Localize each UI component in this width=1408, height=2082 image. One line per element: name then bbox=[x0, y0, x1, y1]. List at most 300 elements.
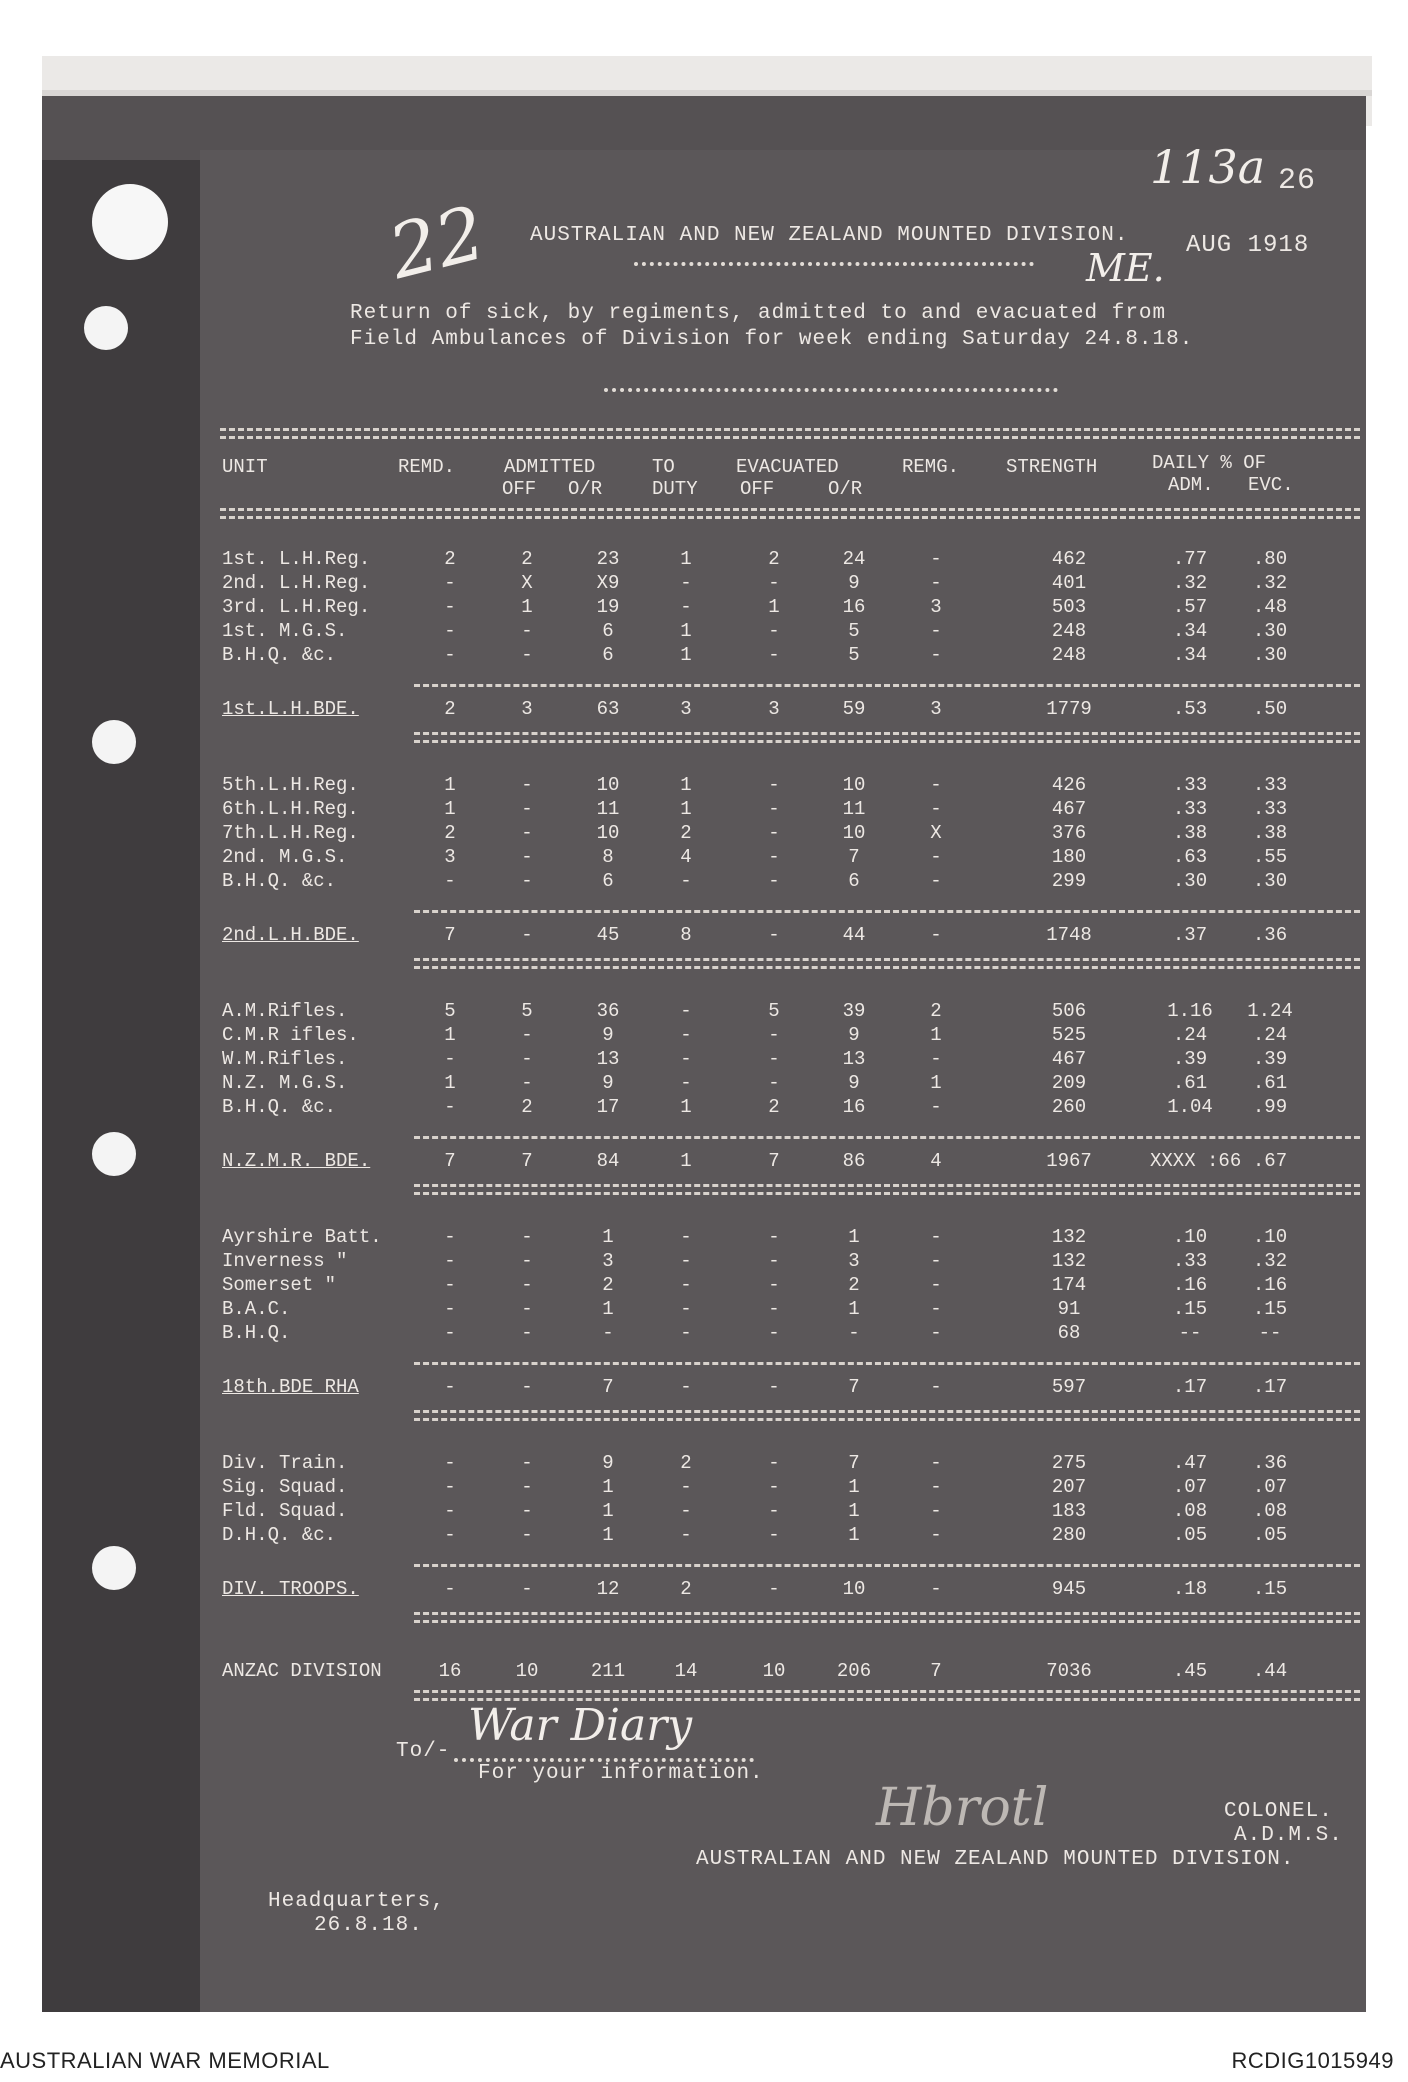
cell-adm: .05 bbox=[1172, 1524, 1208, 1546]
cell-remg: 7 bbox=[930, 1660, 942, 1682]
cell-evc: .32 bbox=[1252, 1250, 1288, 1272]
cell-evc: .80 bbox=[1252, 548, 1288, 570]
cell-duty: 8 bbox=[680, 924, 692, 946]
cell-adm-off: - bbox=[521, 924, 533, 946]
cell-duty: 1 bbox=[680, 774, 692, 796]
cell-adm-or: 6 bbox=[602, 870, 614, 892]
cell-unit: B.A.C. bbox=[222, 1298, 291, 1320]
cell-duty: - bbox=[680, 1072, 692, 1094]
cell-evac-off: - bbox=[768, 1024, 780, 1046]
cell-evc: .10 bbox=[1252, 1226, 1288, 1248]
cell-duty: 14 bbox=[674, 1660, 698, 1682]
cell-duty: - bbox=[680, 1226, 692, 1248]
cell-duty: 1 bbox=[680, 1096, 692, 1118]
cell-adm-or: 12 bbox=[596, 1578, 620, 1600]
cell-adm-off: - bbox=[521, 1322, 533, 1344]
cell-remd: - bbox=[444, 1578, 456, 1600]
cell-adm-off: - bbox=[521, 1250, 533, 1272]
cell-evac-off: - bbox=[768, 1476, 780, 1498]
cell-evac-or: 10 bbox=[842, 822, 866, 844]
cell-evc: -- bbox=[1258, 1322, 1282, 1344]
cell-adm-off: - bbox=[521, 774, 533, 796]
column-header-evacuated-off: OFF bbox=[740, 478, 775, 500]
cell-remg: - bbox=[930, 1048, 942, 1070]
cell-adm: .61 bbox=[1172, 1072, 1208, 1094]
cell-remg: - bbox=[930, 572, 942, 594]
subtotal-rule bbox=[414, 740, 1360, 743]
cell-remd: 2 bbox=[444, 822, 456, 844]
cell-adm-off: - bbox=[521, 644, 533, 666]
cell-evac-or: 1 bbox=[848, 1524, 860, 1546]
cell-evc: .30 bbox=[1252, 870, 1288, 892]
cell-remd: - bbox=[444, 1452, 456, 1474]
cell-evc: .38 bbox=[1252, 822, 1288, 844]
cell-evc: .15 bbox=[1252, 1298, 1288, 1320]
cell-evac-off: - bbox=[768, 572, 780, 594]
cell-evc: .36 bbox=[1252, 924, 1288, 946]
cell-duty: 2 bbox=[680, 1452, 692, 1474]
cell-remg: 2 bbox=[930, 1000, 942, 1022]
cell-adm: .45 bbox=[1172, 1660, 1208, 1682]
cell-adm-or: 10 bbox=[596, 822, 620, 844]
cell-evac-or: 11 bbox=[842, 798, 866, 820]
cell-adm-off: 5 bbox=[521, 1000, 533, 1022]
cell-strength: 91 bbox=[1057, 1298, 1081, 1320]
cell-evc: .30 bbox=[1252, 644, 1288, 666]
cell-strength: 207 bbox=[1051, 1476, 1087, 1498]
archive-annotation: 113a bbox=[1150, 140, 1266, 194]
cell-unit: B.H.Q. &c. bbox=[222, 870, 337, 892]
cell-unit: 2nd. M.G.S. bbox=[222, 846, 348, 868]
cell-adm: XXXX :66 bbox=[1150, 1150, 1242, 1172]
cell-strength: 275 bbox=[1051, 1452, 1087, 1474]
cell-evac-or: 86 bbox=[842, 1150, 866, 1172]
cell-evac-or: 44 bbox=[842, 924, 866, 946]
subtotal-rule bbox=[414, 910, 1360, 913]
headquarters-date: 26.8.18. bbox=[314, 1914, 423, 1937]
cell-adm-off: - bbox=[521, 1452, 533, 1474]
cell-evac-or: 16 bbox=[842, 1096, 866, 1118]
table-rule bbox=[220, 428, 1360, 431]
cell-strength: 299 bbox=[1051, 870, 1087, 892]
cell-adm-off: - bbox=[521, 1376, 533, 1398]
cell-adm-or: 23 bbox=[596, 548, 620, 570]
cell-evac-or: 9 bbox=[848, 1072, 860, 1094]
subtitle-line-2: Field Ambulances of Division for week ending Saturday 24.8.18. bbox=[350, 328, 1194, 351]
memo-line-2: For your information. bbox=[478, 1762, 764, 1785]
cell-remd: - bbox=[444, 1376, 456, 1398]
cell-unit: Div. Train. bbox=[222, 1452, 348, 1474]
cell-remd: - bbox=[444, 1524, 456, 1546]
cell-adm: .34 bbox=[1172, 644, 1208, 666]
column-header-evc: EVC. bbox=[1248, 474, 1294, 496]
cell-evc: .30 bbox=[1252, 620, 1288, 642]
subtotal-rule bbox=[414, 1362, 1360, 1365]
cell-evac-or: 7 bbox=[848, 1376, 860, 1398]
cell-evac-off: - bbox=[768, 846, 780, 868]
cell-evac-off: 1 bbox=[768, 596, 780, 618]
cell-evac-or: 1 bbox=[848, 1476, 860, 1498]
cell-strength: 174 bbox=[1051, 1274, 1087, 1296]
cell-evac-off: - bbox=[768, 644, 780, 666]
cell-adm-or: 10 bbox=[596, 774, 620, 796]
cell-adm-or: - bbox=[602, 1322, 614, 1344]
cell-unit: 3rd. L.H.Reg. bbox=[222, 596, 371, 618]
cell-strength: 183 bbox=[1051, 1500, 1087, 1522]
cell-adm: .37 bbox=[1172, 924, 1208, 946]
cell-strength: 132 bbox=[1051, 1226, 1087, 1248]
column-header-unit: UNIT bbox=[222, 456, 268, 478]
cell-remg: - bbox=[930, 924, 942, 946]
cell-duty: 4 bbox=[680, 846, 692, 868]
cell-evc: .48 bbox=[1252, 596, 1288, 618]
cell-strength: 68 bbox=[1057, 1322, 1081, 1344]
cell-unit: W.M.Rifles. bbox=[222, 1048, 348, 1070]
table-rule bbox=[220, 508, 1360, 511]
cell-evac-off: - bbox=[768, 1072, 780, 1094]
cell-adm-or: 11 bbox=[596, 798, 620, 820]
cell-unit: 6th.L.H.Reg. bbox=[222, 798, 359, 820]
cell-remg: X bbox=[930, 822, 942, 844]
cell-remd: 7 bbox=[444, 924, 456, 946]
cell-strength: 376 bbox=[1051, 822, 1087, 844]
cell-adm-or: 8 bbox=[602, 846, 614, 868]
column-header-remd: REMD. bbox=[398, 456, 456, 478]
cell-evac-off: - bbox=[768, 822, 780, 844]
cell-unit: Sig. Squad. bbox=[222, 1476, 348, 1498]
cell-unit: 7th.L.H.Reg. bbox=[222, 822, 359, 844]
cell-remg: - bbox=[930, 1524, 942, 1546]
cell-duty: - bbox=[680, 1274, 692, 1296]
cell-remd: - bbox=[444, 620, 456, 642]
table-rule bbox=[220, 436, 1360, 439]
cell-adm-off: - bbox=[521, 620, 533, 642]
cell-strength: 597 bbox=[1051, 1376, 1087, 1398]
signatory-organisation: AUSTRALIAN AND NEW ZEALAND MOUNTED DIVISION. bbox=[696, 1848, 1295, 1871]
cell-unit: B.H.Q. bbox=[222, 1322, 291, 1344]
cell-remg: - bbox=[930, 620, 942, 642]
cell-unit: 5th.L.H.Reg. bbox=[222, 774, 359, 796]
cell-evc: .33 bbox=[1252, 798, 1288, 820]
cell-evac-off: - bbox=[768, 1500, 780, 1522]
subtotal-rule bbox=[414, 1564, 1360, 1567]
cell-duty: 1 bbox=[680, 548, 692, 570]
cell-strength: 260 bbox=[1051, 1096, 1087, 1118]
cell-adm: .57 bbox=[1172, 596, 1208, 618]
cell-evac-or: 10 bbox=[842, 774, 866, 796]
cell-evac-off: - bbox=[768, 1226, 780, 1248]
cell-adm: .39 bbox=[1172, 1048, 1208, 1070]
cell-strength: 209 bbox=[1051, 1072, 1087, 1094]
cell-evac-off: - bbox=[768, 774, 780, 796]
cell-adm-or: 17 bbox=[596, 1096, 620, 1118]
cell-evac-or: 10 bbox=[842, 1578, 866, 1600]
cell-remg: - bbox=[930, 1226, 942, 1248]
cell-adm-or: 1 bbox=[602, 1524, 614, 1546]
cell-adm: -- bbox=[1178, 1322, 1202, 1344]
cell-strength: 503 bbox=[1051, 596, 1087, 618]
headquarters-label: Headquarters, bbox=[268, 1890, 445, 1913]
cell-evac-or: 1 bbox=[848, 1298, 860, 1320]
cell-remg: - bbox=[930, 1376, 942, 1398]
document-title: AUSTRALIAN AND NEW ZEALAND MOUNTED DIVISION. bbox=[530, 224, 1129, 247]
cell-remd: 1 bbox=[444, 1072, 456, 1094]
cell-evc: .08 bbox=[1252, 1500, 1288, 1522]
cell-duty: 1 bbox=[680, 620, 692, 642]
column-header-admitted-off: OFF bbox=[502, 478, 537, 500]
cell-remg: 1 bbox=[930, 1024, 942, 1046]
cell-unit: 2nd.L.H.BDE. bbox=[222, 924, 359, 946]
cell-duty: 1 bbox=[680, 1150, 692, 1172]
cell-unit: C.M.R ifles. bbox=[222, 1024, 359, 1046]
cell-unit: Ayrshire Batt. bbox=[222, 1226, 382, 1248]
cell-remg: - bbox=[930, 870, 942, 892]
cell-adm-off: - bbox=[521, 1500, 533, 1522]
cell-remd: 16 bbox=[438, 1660, 462, 1682]
cell-adm: .18 bbox=[1172, 1578, 1208, 1600]
cell-adm-off: - bbox=[521, 1578, 533, 1600]
cell-adm-off: - bbox=[521, 1048, 533, 1070]
cell-unit: Somerset " bbox=[222, 1274, 337, 1296]
cell-adm-off: X bbox=[521, 572, 533, 594]
punch-hole-top bbox=[92, 184, 168, 260]
subtotal-rule bbox=[414, 1418, 1360, 1421]
cell-evac-off: - bbox=[768, 1578, 780, 1600]
cell-remg: 3 bbox=[930, 698, 942, 720]
cell-unit: 1st.L.H.BDE. bbox=[222, 698, 359, 720]
cell-evac-or: 6 bbox=[848, 870, 860, 892]
cell-duty: - bbox=[680, 1322, 692, 1344]
cell-remd: - bbox=[444, 644, 456, 666]
cell-evac-off: - bbox=[768, 924, 780, 946]
cell-evac-or: 206 bbox=[836, 1660, 872, 1682]
punch-hole bbox=[84, 306, 128, 350]
grand-total-rule bbox=[414, 1690, 1360, 1693]
cell-adm: .38 bbox=[1172, 822, 1208, 844]
cell-unit: 1st. L.H.Reg. bbox=[222, 548, 371, 570]
cell-evc: .39 bbox=[1252, 1048, 1288, 1070]
memo-to-label: To/- bbox=[396, 1740, 451, 1763]
cell-strength: 248 bbox=[1051, 620, 1087, 642]
cell-adm-or: 1 bbox=[602, 1226, 614, 1248]
cell-adm-or: 84 bbox=[596, 1150, 620, 1172]
cell-adm: .07 bbox=[1172, 1476, 1208, 1498]
cell-remd: - bbox=[444, 1476, 456, 1498]
cell-duty: 3 bbox=[680, 698, 692, 720]
cell-remg: - bbox=[930, 1274, 942, 1296]
signatory-office: A.D.M.S. bbox=[1234, 1824, 1343, 1847]
punch-hole bbox=[92, 1546, 136, 1590]
cell-adm-or: 19 bbox=[596, 596, 620, 618]
cell-evc: .17 bbox=[1252, 1376, 1288, 1398]
cell-adm-or: 1 bbox=[602, 1476, 614, 1498]
cell-remd: - bbox=[444, 1274, 456, 1296]
page-number: 26 bbox=[1278, 164, 1317, 198]
cell-adm: .15 bbox=[1172, 1298, 1208, 1320]
cell-remg: - bbox=[930, 846, 942, 868]
cell-remg: - bbox=[930, 1500, 942, 1522]
column-header-to: TO bbox=[652, 456, 675, 478]
cell-adm-off: 7 bbox=[521, 1150, 533, 1172]
cell-adm-off: - bbox=[521, 1274, 533, 1296]
cell-duty: - bbox=[680, 870, 692, 892]
cell-unit: 18th.BDE RHA bbox=[222, 1376, 359, 1398]
cell-evac-or: 2 bbox=[848, 1274, 860, 1296]
cell-adm-off: 2 bbox=[521, 1096, 533, 1118]
cell-evac-off: 10 bbox=[762, 1660, 786, 1682]
cell-evac-or: 5 bbox=[848, 644, 860, 666]
cell-duty: 2 bbox=[680, 1578, 692, 1600]
cell-remd: 1 bbox=[444, 774, 456, 796]
signatory-rank: COLONEL. bbox=[1224, 1800, 1333, 1823]
cell-remg: - bbox=[930, 644, 942, 666]
cell-adm: .33 bbox=[1172, 1250, 1208, 1272]
cell-duty: - bbox=[680, 572, 692, 594]
cell-adm: .33 bbox=[1172, 798, 1208, 820]
cell-adm-or: 13 bbox=[596, 1048, 620, 1070]
cell-adm-or: 211 bbox=[590, 1660, 626, 1682]
cell-evac-off: 5 bbox=[768, 1000, 780, 1022]
cell-remg: - bbox=[930, 1452, 942, 1474]
cell-evac-or: 7 bbox=[848, 1452, 860, 1474]
cell-evac-or: 1 bbox=[848, 1226, 860, 1248]
cell-remg: - bbox=[930, 548, 942, 570]
column-header-strength: STRENGTH bbox=[1006, 456, 1098, 478]
cell-unit: B.H.Q. &c. bbox=[222, 644, 337, 666]
cell-remd: 5 bbox=[444, 1000, 456, 1022]
subtotal-rule bbox=[414, 1620, 1360, 1623]
cell-strength: 945 bbox=[1051, 1578, 1087, 1600]
cell-evac-off: - bbox=[768, 620, 780, 642]
cell-strength: 132 bbox=[1051, 1250, 1087, 1272]
cell-remd: - bbox=[444, 1096, 456, 1118]
cell-evac-or: - bbox=[848, 1322, 860, 1344]
cell-strength: 180 bbox=[1051, 846, 1087, 868]
subtotal-rule bbox=[414, 1612, 1360, 1615]
cell-remd: 2 bbox=[444, 698, 456, 720]
cell-adm: .16 bbox=[1172, 1274, 1208, 1296]
memo-to-value: War Diary bbox=[468, 1700, 693, 1751]
cell-adm: .47 bbox=[1172, 1452, 1208, 1474]
cell-evac-off: 7 bbox=[768, 1150, 780, 1172]
cell-duty: 1 bbox=[680, 644, 692, 666]
cell-evac-off: - bbox=[768, 1274, 780, 1296]
cell-adm-or: 6 bbox=[602, 620, 614, 642]
cell-adm-or: 9 bbox=[602, 1072, 614, 1094]
subtitle-separator bbox=[604, 388, 1058, 392]
cell-adm-or: 36 bbox=[596, 1000, 620, 1022]
cell-duty: - bbox=[680, 596, 692, 618]
cell-evac-or: 16 bbox=[842, 596, 866, 618]
cell-adm-or: 2 bbox=[602, 1274, 614, 1296]
cell-adm: .08 bbox=[1172, 1500, 1208, 1522]
cell-remd: - bbox=[444, 870, 456, 892]
cell-unit: A.M.Rifles. bbox=[222, 1000, 348, 1022]
cell-evc: .44 bbox=[1252, 1660, 1288, 1682]
cell-duty: - bbox=[680, 1000, 692, 1022]
cell-adm-or: 45 bbox=[596, 924, 620, 946]
cell-evc: 1.24 bbox=[1247, 1000, 1293, 1022]
column-header-admitted-or: O/R bbox=[568, 478, 603, 500]
cell-adm-off: 1 bbox=[521, 596, 533, 618]
cell-evac-or: 3 bbox=[848, 1250, 860, 1272]
cell-unit: ANZAC DIVISION bbox=[222, 1660, 382, 1682]
cell-remd: - bbox=[444, 1500, 456, 1522]
cell-adm-off: - bbox=[521, 798, 533, 820]
cell-adm-or: 6 bbox=[602, 644, 614, 666]
subtotal-rule bbox=[414, 732, 1360, 735]
cell-remg: - bbox=[930, 1578, 942, 1600]
cell-evac-or: 9 bbox=[848, 1024, 860, 1046]
cell-evac-or: 39 bbox=[842, 1000, 866, 1022]
cell-adm-off: - bbox=[521, 1072, 533, 1094]
cell-adm-off: - bbox=[521, 822, 533, 844]
cell-adm-off: 10 bbox=[515, 1660, 539, 1682]
cell-adm: .34 bbox=[1172, 620, 1208, 642]
cell-strength: 1748 bbox=[1046, 924, 1092, 946]
subtotal-rule bbox=[414, 1192, 1360, 1195]
footer-id: RCDIG1015949 bbox=[1231, 2048, 1394, 2073]
cell-remd: - bbox=[444, 1250, 456, 1272]
cell-strength: 467 bbox=[1051, 798, 1087, 820]
cell-duty: - bbox=[680, 1048, 692, 1070]
cell-remg: 4 bbox=[930, 1150, 942, 1172]
cell-remg: - bbox=[930, 1476, 942, 1498]
subtotal-rule bbox=[414, 1184, 1360, 1187]
cell-strength: 1967 bbox=[1046, 1150, 1092, 1172]
cell-strength: 280 bbox=[1051, 1524, 1087, 1546]
handwritten-mark: 22 bbox=[380, 189, 494, 297]
subtotal-rule bbox=[414, 1410, 1360, 1413]
cell-evac-or: 24 bbox=[842, 548, 866, 570]
handwritten-initials: ME. bbox=[1086, 246, 1165, 290]
punch-hole bbox=[92, 1132, 136, 1176]
cell-adm-or: 9 bbox=[602, 1024, 614, 1046]
cell-remd: 3 bbox=[444, 846, 456, 868]
cell-adm: 1.16 bbox=[1167, 1000, 1213, 1022]
cell-unit: Inverness " bbox=[222, 1250, 348, 1272]
column-header-admitted: ADMITTED bbox=[504, 456, 596, 478]
subtotal-rule bbox=[414, 958, 1360, 961]
cell-duty: - bbox=[680, 1476, 692, 1498]
cell-adm: .24 bbox=[1172, 1024, 1208, 1046]
cell-remd: 1 bbox=[444, 798, 456, 820]
subtitle-line-1: Return of sick, by regiments, admitted to and evacuated from bbox=[350, 302, 1167, 325]
cell-duty: 2 bbox=[680, 822, 692, 844]
page-edge bbox=[42, 90, 1372, 96]
subtotal-rule bbox=[414, 966, 1360, 969]
cell-adm-off: - bbox=[521, 870, 533, 892]
cell-duty: - bbox=[680, 1524, 692, 1546]
cell-unit: Fld. Squad. bbox=[222, 1500, 348, 1522]
cell-adm-off: - bbox=[521, 1476, 533, 1498]
cell-evac-off: - bbox=[768, 1322, 780, 1344]
cell-adm-off: - bbox=[521, 1024, 533, 1046]
cell-duty: - bbox=[680, 1250, 692, 1272]
title-underline bbox=[634, 262, 1034, 266]
cell-evc: .33 bbox=[1252, 774, 1288, 796]
cell-evc: .55 bbox=[1252, 846, 1288, 868]
cell-evac-off: - bbox=[768, 870, 780, 892]
cell-remd: - bbox=[444, 596, 456, 618]
cell-adm-or: 3 bbox=[602, 1250, 614, 1272]
cell-adm-off: - bbox=[521, 1524, 533, 1546]
cell-unit: 1st. M.G.S. bbox=[222, 620, 348, 642]
cell-adm-off: - bbox=[521, 846, 533, 868]
cell-evac-off: 3 bbox=[768, 698, 780, 720]
cell-evac-off: - bbox=[768, 1250, 780, 1272]
cell-evc: .15 bbox=[1252, 1578, 1288, 1600]
